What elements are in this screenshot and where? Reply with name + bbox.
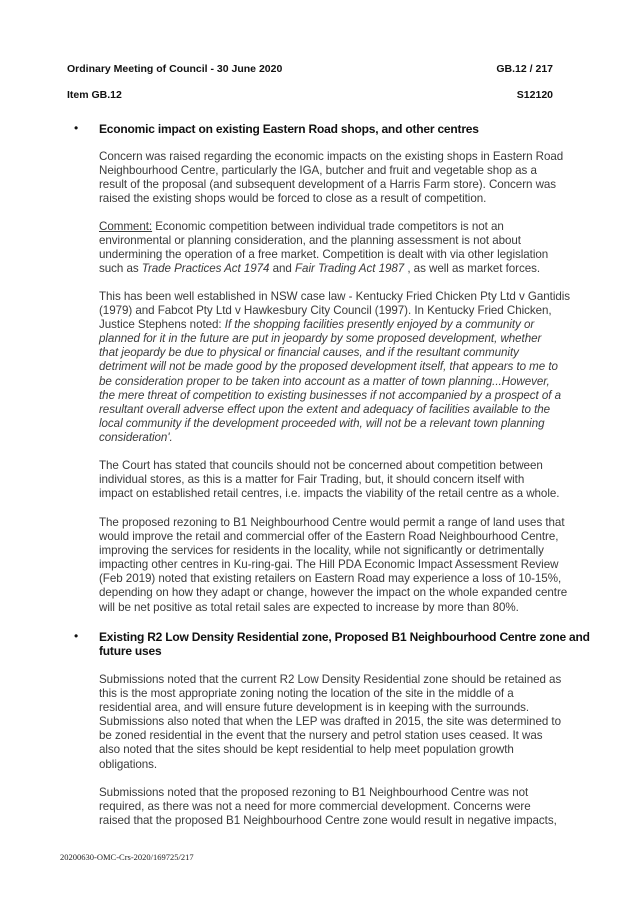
text-line — [99, 758, 561, 772]
text-segment: would improve the retail and commercial offer of the Eastern Road Neighbourhood Centre, — [99, 530, 559, 544]
text-line — [99, 346, 570, 360]
section-heading — [99, 630, 590, 658]
file-reference: S12120 — [516, 89, 553, 101]
section-heading — [99, 122, 479, 136]
text-segment: The Court has stated that councils should not be concerned about competition between — [99, 459, 543, 472]
text-segment: This has been well established in NSW case law - Kentucky Fried Chicken Pty Ltd v Gantidis — [99, 290, 571, 303]
text-segment: (Feb 2019) noted that existing retailers on Eastern Road may experience a loss of 10-15%, — [99, 572, 562, 586]
text-segment: Economic competition between individual trade competitors is not an — [152, 220, 504, 233]
text-line — [99, 459, 559, 473]
text-line — [99, 586, 567, 600]
italic-text: resultant overall adverse effect upon the extent and adequacy of facilities available to the — [99, 402, 551, 416]
paragraph — [99, 786, 557, 828]
text-line — [99, 389, 570, 403]
text-segment: required, as there was not a need for more commercial development. Concerns were — [99, 800, 531, 814]
text-segment: Submissions noted that the proposed rezoning to B1 Neighbourhood Centre was not — [99, 786, 529, 799]
page-reference: GB.12 / 217 — [496, 63, 553, 75]
text-segment: depending on how they adapt or change, however the impact on the whole expanded centre — [99, 586, 568, 600]
meeting-title: Ordinary Meeting of Council - 30 June 2020 — [67, 63, 283, 75]
text-segment: Submissions also noted that when the LEP was drafted in 2015, the site was determined to — [99, 715, 561, 729]
text-segment: be zoned residential in the event that the nursery and petrol station uses ceased. It was — [99, 729, 543, 743]
comment-label: Comment: — [99, 220, 153, 233]
text-line — [99, 248, 548, 262]
italic-text: that jeopardy be due to physical or financial causes, and if the resultant community — [99, 346, 519, 360]
text-segment: environmental or planning consideration, and the planning assessment is not about — [99, 234, 521, 248]
text-line — [99, 687, 561, 701]
text-line — [99, 544, 567, 558]
italic-text: Fair Trading Act 1987 — [295, 262, 405, 276]
text-segment: Concern was raised regarding the economic impacts on the existing shops in Eastern Road — [99, 150, 564, 163]
text-line — [99, 417, 570, 431]
italic-text: consideration'. — [99, 430, 173, 444]
text-line — [99, 743, 561, 757]
text-line — [99, 516, 567, 530]
text-segment: such as — [99, 262, 142, 276]
text-segment: this is the most appropriate zoning noting the location of the site in the middle of a — [99, 687, 514, 701]
text-segment: The proposed rezoning to B1 Neighbourhood Centre would permit a range of land uses that — [99, 516, 565, 529]
text-segment: residential area, and will ensure future development is in keeping with the surrounds. — [99, 701, 530, 715]
text-segment: impacting other centres in Ku-ring-gai. The Hill PDA Economic Impact Assessment Review — [99, 558, 559, 572]
text-line — [99, 304, 570, 318]
text-line — [99, 178, 563, 192]
text-line — [99, 729, 561, 743]
text-line — [99, 673, 561, 687]
text-line — [99, 220, 548, 234]
text-segment: and — [269, 262, 296, 276]
italic-text: be consideration proper to be taken into account as a matter of town planning...However, — [99, 374, 550, 388]
text-line — [99, 318, 570, 332]
italic-text: the mere threat of competition to existing businesses if not accompanied by a prospect of a — [99, 388, 562, 402]
text-line — [99, 487, 559, 501]
bullet-icon: • — [74, 629, 79, 643]
text-segment: obligations. — [99, 757, 158, 771]
text-line — [99, 786, 557, 800]
paragraph — [99, 290, 570, 445]
text-segment: Justice Stephens noted: — [99, 318, 225, 332]
paragraph — [99, 150, 563, 206]
text-line — [99, 572, 567, 586]
text-line — [99, 262, 548, 276]
italic-text: local community if the development proceeded with, will not be a relevant town planning — [99, 416, 545, 430]
italic-text: detriment will not be made good by the proposed development itself, that appears to me to — [99, 360, 558, 374]
text-line — [99, 601, 567, 615]
item-number: Item GB.12 — [67, 89, 122, 101]
text-line — [99, 360, 570, 374]
italic-text: If the shopping facilities presently enjoyed by a community or — [224, 318, 535, 332]
text-segment: also noted that the sites should be kept residential to help meet population growth — [99, 743, 514, 757]
bullet-icon: • — [74, 121, 79, 135]
text-line — [99, 715, 561, 729]
text-segment: Submissions noted that the current R2 Low Density Residential zone should be retained as — [99, 673, 562, 686]
text-line — [99, 473, 559, 487]
text-line — [99, 192, 563, 206]
paragraph — [99, 673, 561, 772]
text-line — [99, 814, 557, 828]
text-segment: (1979) and Fabcot Pty Ltd v Hawkesbury City Council (1997). In Kentucky Fried Chicken, — [99, 304, 552, 318]
text-segment: result of the proposal (and subsequent development of a Harris Farm store). Concern was — [99, 178, 557, 192]
italic-text: Trade Practices Act 1974 — [141, 262, 270, 276]
paragraph — [99, 459, 559, 501]
heading-line: future uses — [99, 644, 162, 659]
text-line — [99, 403, 570, 417]
text-segment: undermining the operation of a free market. Competition is dealt with via other legislation — [99, 248, 549, 262]
text-line — [99, 164, 563, 178]
heading-line: Existing R2 Low Density Residential zone, Proposed B1 Neighbourhood Centre zone and — [99, 630, 590, 644]
text-line — [99, 150, 563, 164]
text-segment: raised that the proposed B1 Neighbourhood Centre zone would result in negative impacts, — [99, 814, 557, 828]
text-segment: will be net positive as total retail sales are expected to increase by more than 80%. — [99, 600, 519, 614]
text-segment: improving the services for residents in the locality, while not significantly or detrimentally — [99, 544, 544, 558]
text-line — [99, 332, 570, 346]
heading-line: Economic impact on existing Eastern Road shops, and other centres — [99, 122, 479, 136]
text-line — [99, 530, 567, 544]
text-segment: raised the existing shops would be forced to close as a result of competition. — [99, 192, 487, 206]
text-line — [99, 800, 557, 814]
text-line — [99, 375, 570, 389]
text-segment: , as well as market forces. — [404, 262, 541, 276]
text-line — [99, 431, 570, 445]
text-segment: Neighbourhood Centre, particularly the IGA, butcher and fruit and vegetable shop as a — [99, 164, 537, 178]
footer-document-id: 20200630-OMC-Crs-2020/169725/217 — [60, 852, 194, 862]
paragraph — [99, 220, 548, 276]
text-segment: individual stores, as this is a matter for Fair Trading, but, it should concern itself with — [99, 473, 525, 487]
text-line — [99, 701, 561, 715]
text-line — [99, 234, 548, 248]
text-line — [99, 558, 567, 572]
italic-text: planned for it in the future are put in jeopardy by some proposed development, whether — [99, 332, 542, 346]
paragraph — [99, 516, 567, 615]
text-segment: impact on established retail centres, i.e. impacts the viability of the retail centre as a whole. — [99, 487, 560, 501]
text-line — [99, 290, 570, 304]
